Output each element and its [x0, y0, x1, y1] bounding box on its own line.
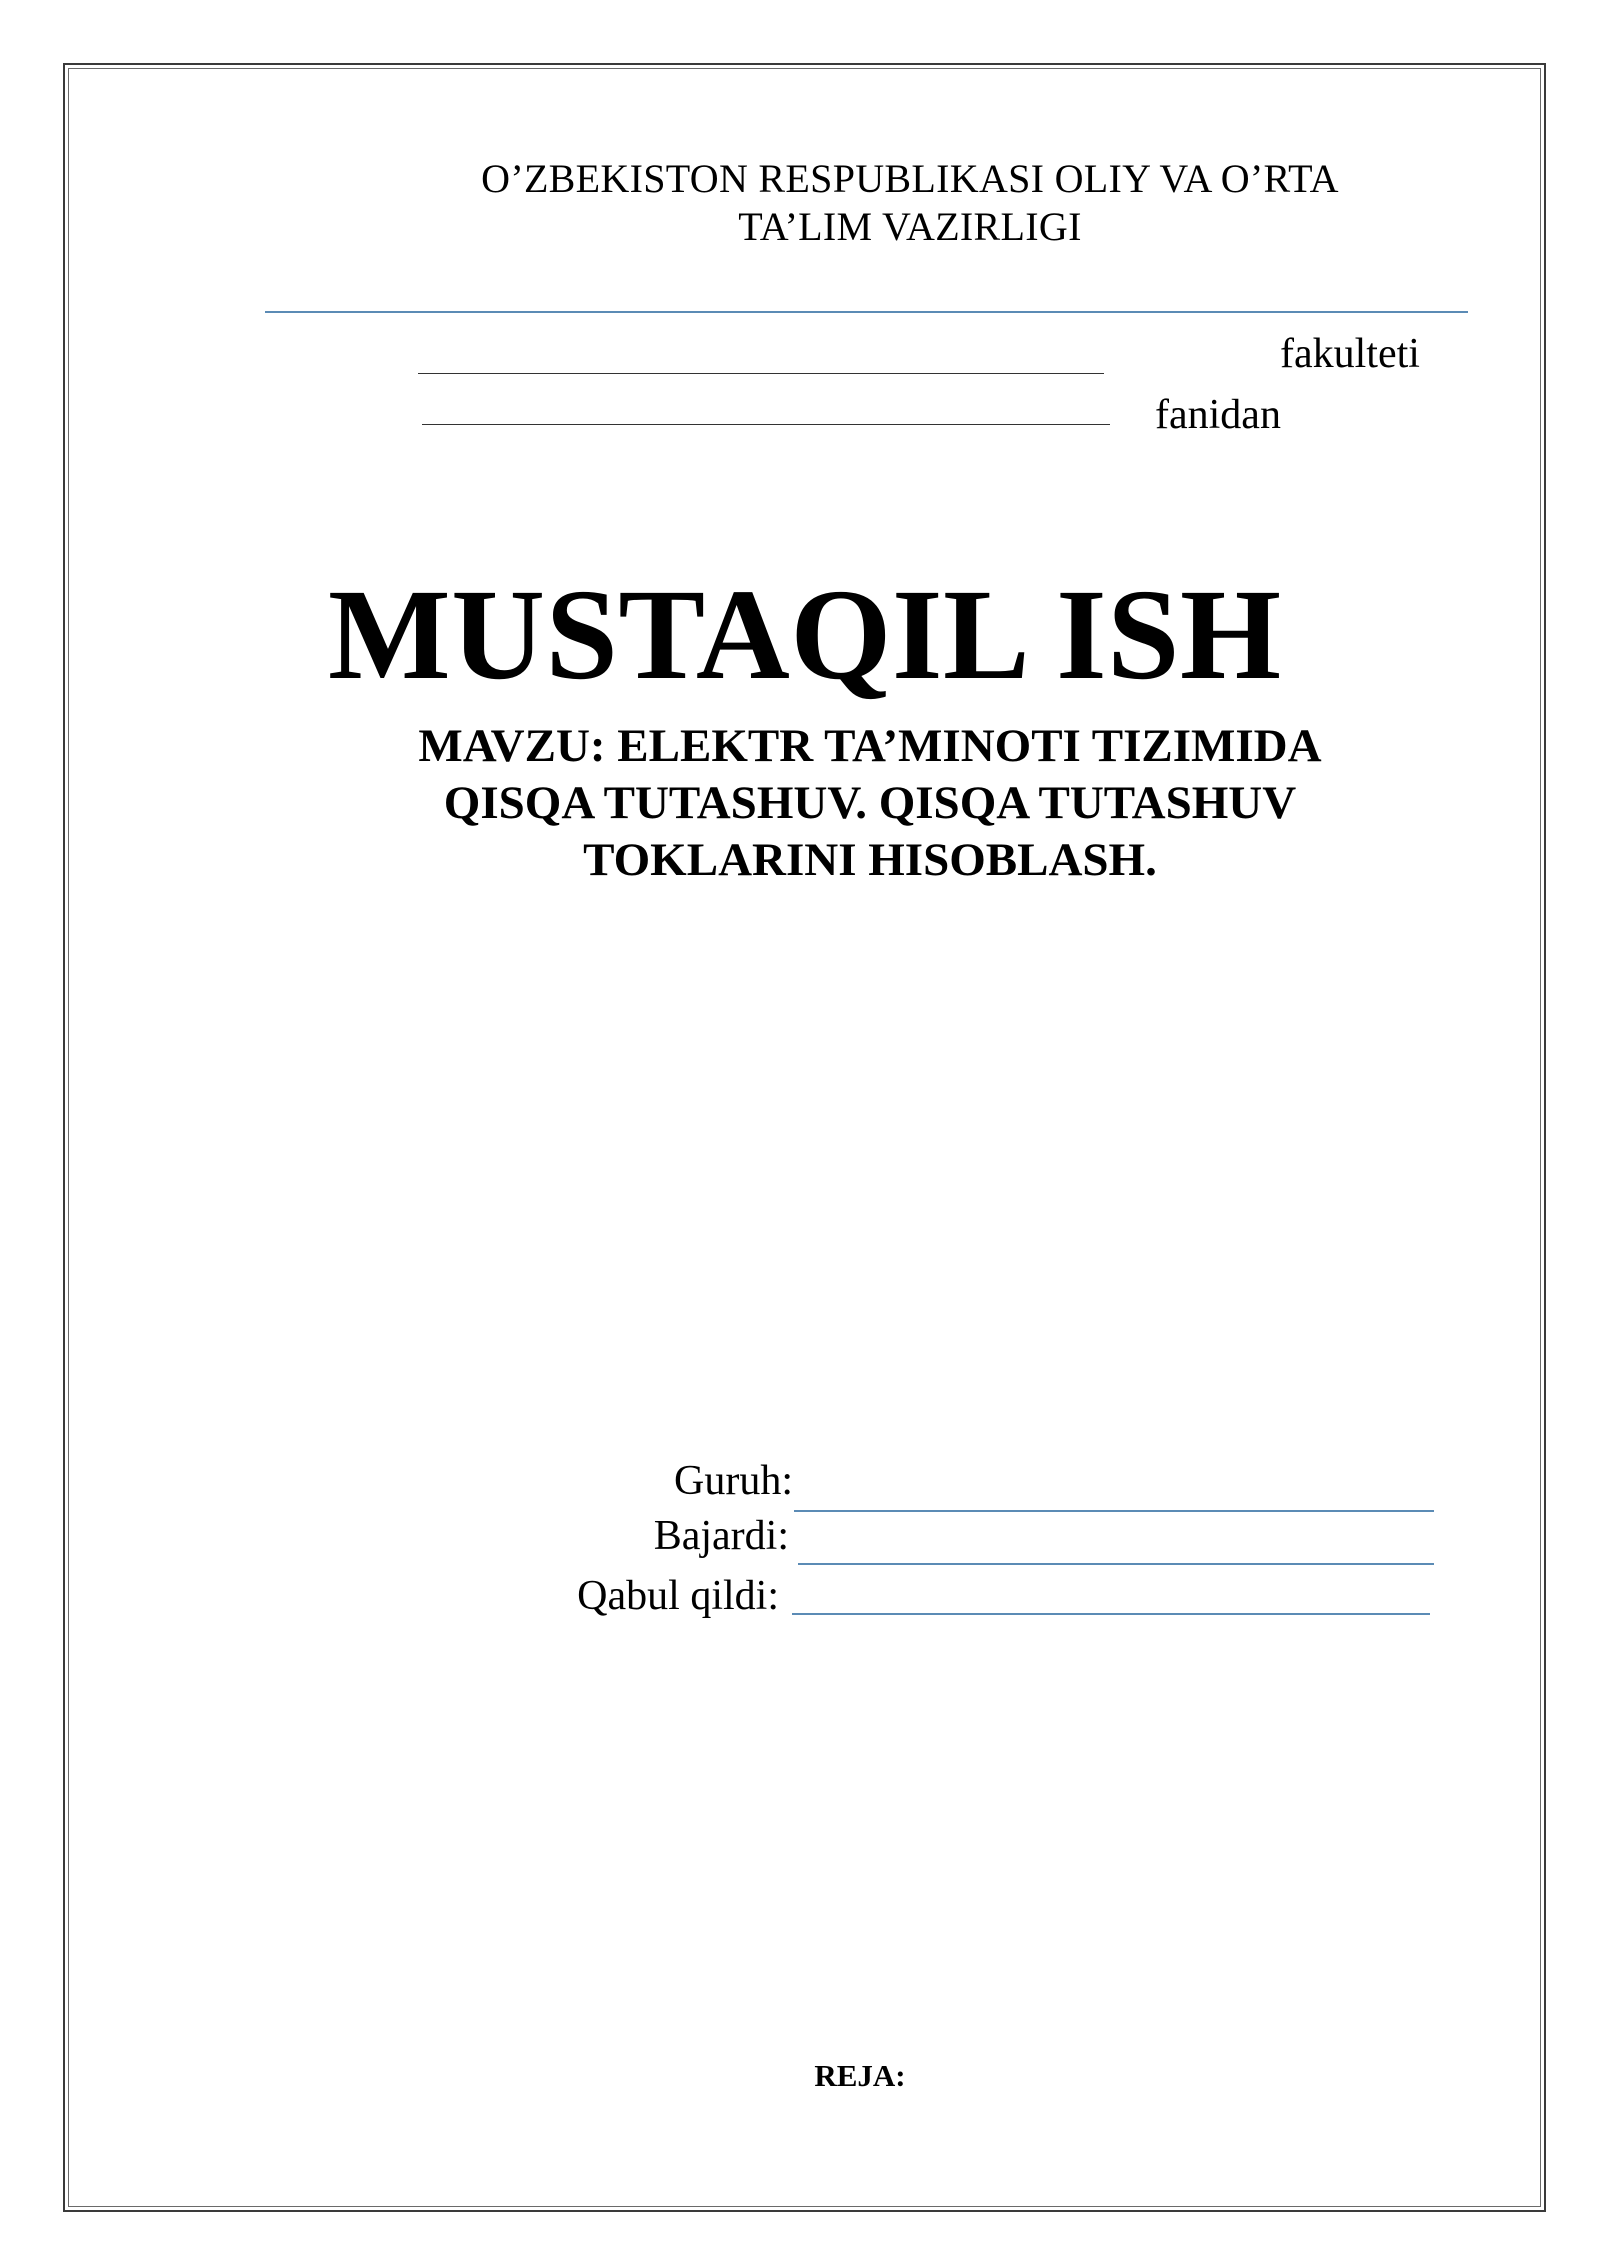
- performed-label: Bajardi:: [653, 1513, 789, 1559]
- topic-line-3: TOKLARINI HISOBLASH.: [583, 834, 1157, 886]
- accepted-blank-line: [792, 1613, 1430, 1615]
- faculty-label: fakulteti: [1280, 331, 1420, 377]
- header-divider: [265, 311, 1468, 313]
- subject-label: fanidan: [1155, 392, 1281, 438]
- ministry-line-2: TA’LIM VAZIRLIGI: [738, 204, 1082, 249]
- performed-blank-line: [798, 1563, 1434, 1565]
- accepted-label: Qabul qildi:: [577, 1573, 779, 1619]
- topic-line-1: MAVZU: ELEKTR TA’MINOTI TIZIMIDA: [418, 720, 1322, 772]
- page-border-inner: [68, 68, 1541, 2207]
- faculty-blank-line: [418, 373, 1104, 374]
- topic-heading: [300, 718, 1440, 889]
- topic-line-2: QISQA TUTASHUV. QISQA TUTASHUV: [443, 777, 1297, 829]
- subject-blank-line: [422, 424, 1110, 425]
- group-label: Guruh:: [674, 1458, 793, 1504]
- plan-heading: REJA:: [814, 2058, 906, 2093]
- ministry-line-1: O’ZBEKISTON RESPUBLIKASI OLIY VA O’RTA: [481, 156, 1339, 201]
- document-title: MUSTAQIL ISH: [328, 563, 1282, 707]
- ministry-heading: [320, 155, 1500, 251]
- group-blank-line: [794, 1510, 1434, 1512]
